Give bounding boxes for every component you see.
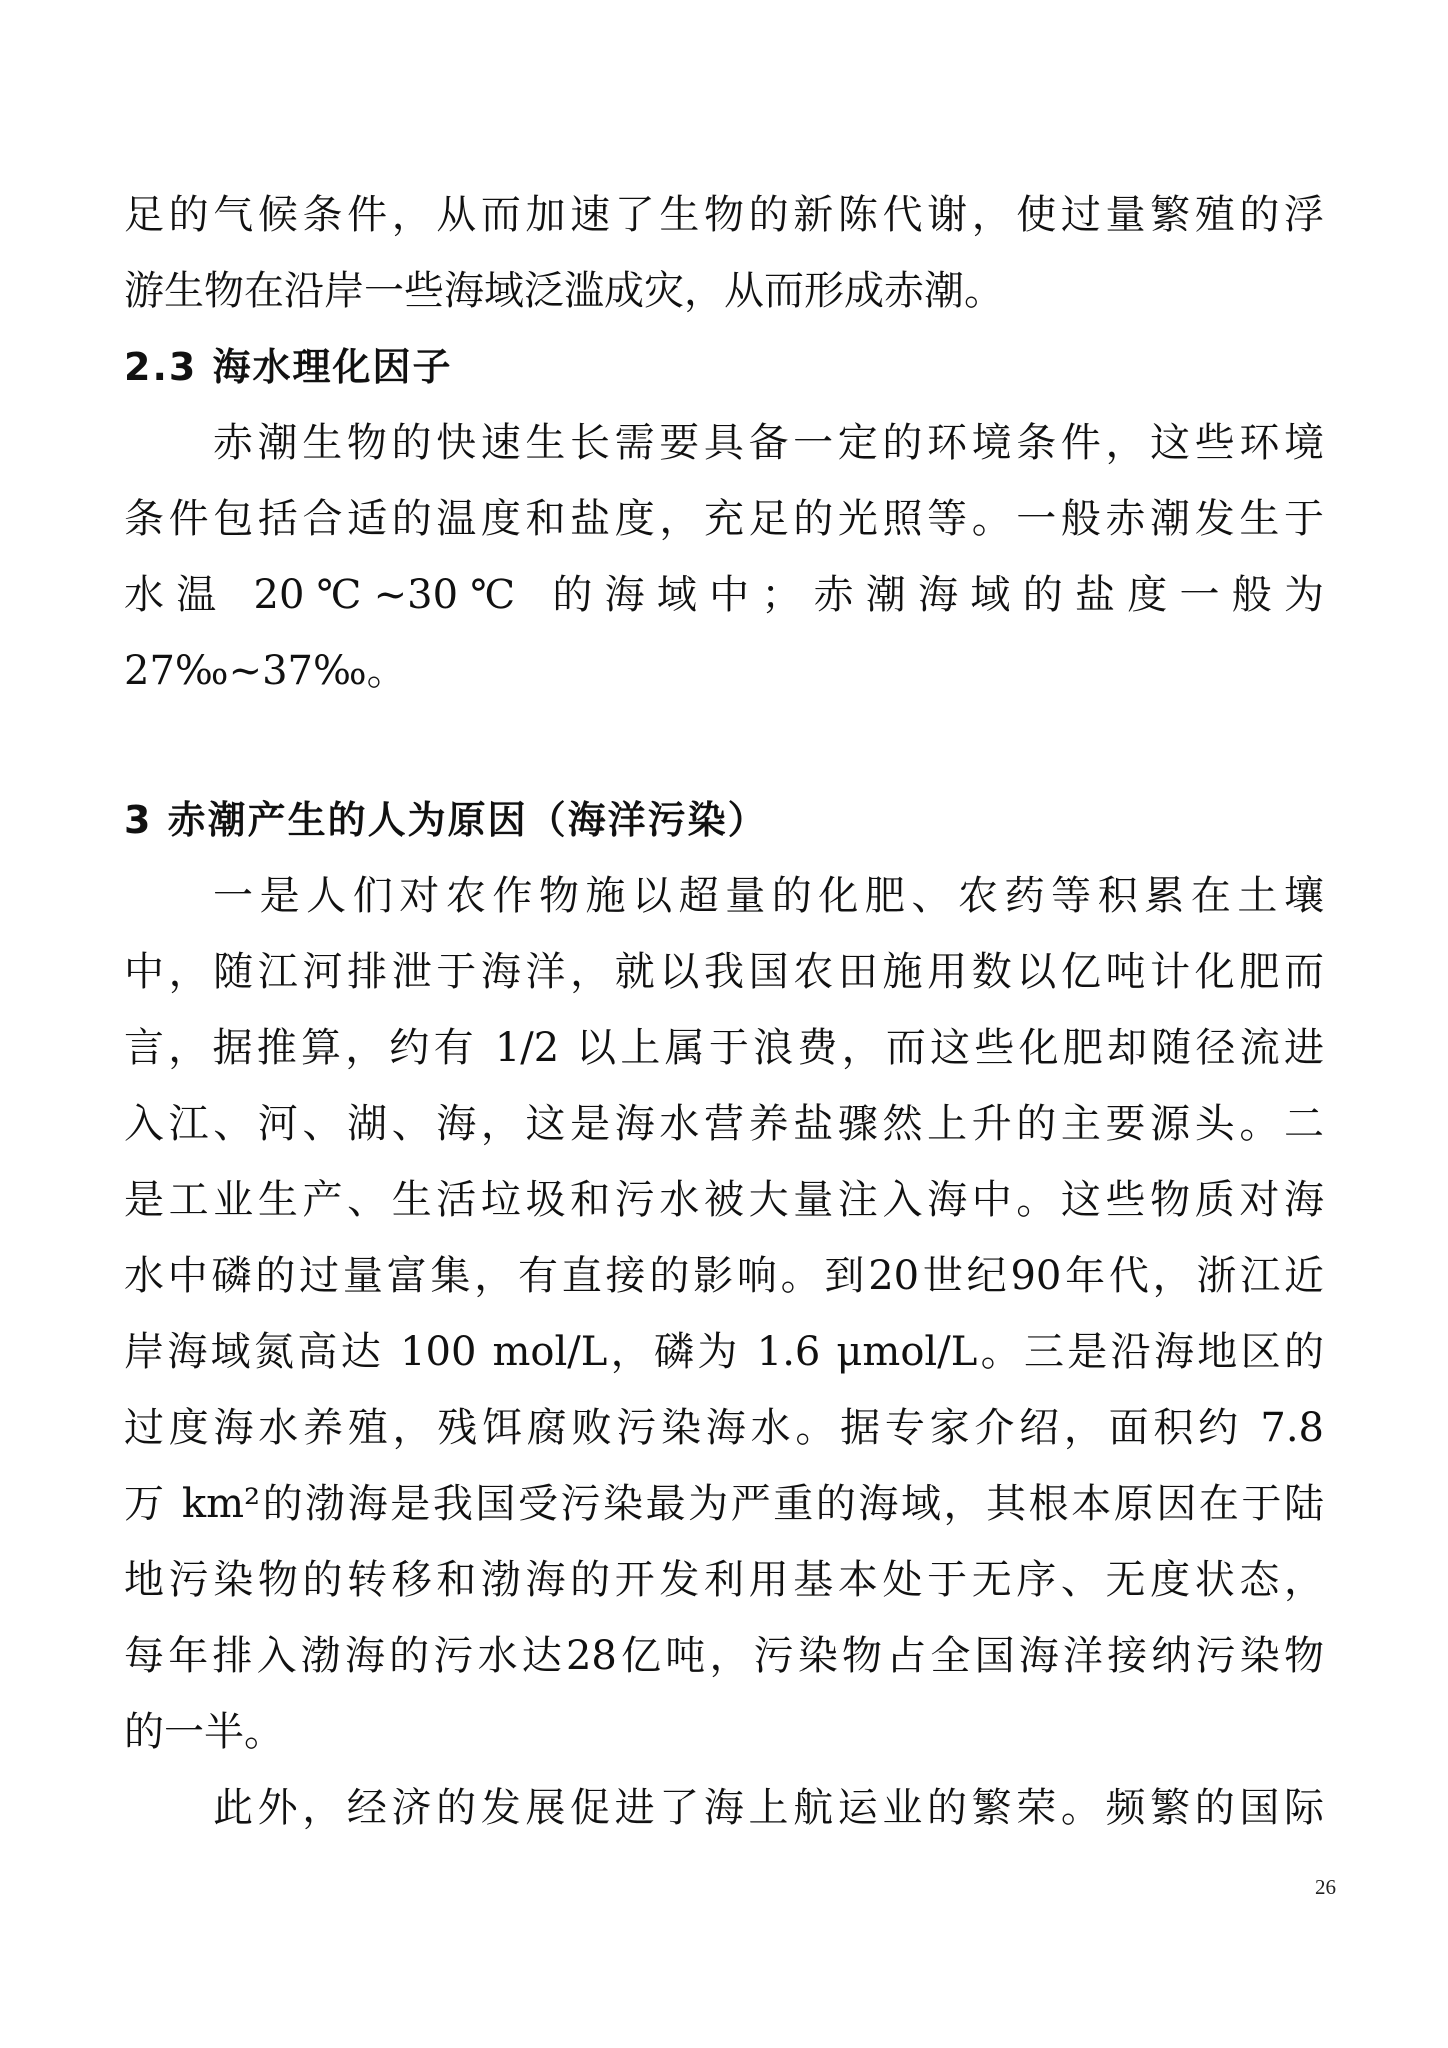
- text-line: 是工业生产、生活垃圾和污水被大量注入海中。这些物质对海: [124, 1177, 1324, 1223]
- document-page: [124, 177, 1324, 1846]
- text-line: 水中磷的过量富集，有直接的影响。到20世纪90年代，浙江近: [124, 1253, 1324, 1299]
- section-heading: 3 赤潮产生的人为原因（海洋污染）: [124, 798, 768, 842]
- text-line: 岸海域氮高达 100 mol/L，磷为 1.6 μmol/L。三是沿海地区的: [124, 1329, 1324, 1375]
- text-line: 赤潮生物的快速生长需要具备一定的环境条件，这些环境: [213, 420, 1324, 466]
- paragraph: [124, 1770, 1324, 1846]
- text-line: 游生物在沿岸一些海域泛滥成灾，从而形成赤潮。: [124, 268, 1004, 314]
- continuation-paragraph: [124, 177, 1324, 329]
- text-line: 的一半。: [124, 1709, 284, 1755]
- text-line: 27‰~37‰。: [124, 648, 407, 694]
- text-line: 足的气候条件，从而加速了生物的新陈代谢，使过量繁殖的浮: [124, 192, 1324, 238]
- paragraph: [124, 858, 1324, 1770]
- text-line: 水温 20℃~30℃ 的海域中；赤潮海域的盐度一般为: [124, 572, 1324, 618]
- text-line: 过度海水养殖，残饵腐败污染海水。据专家介绍，面积约 7.8: [124, 1405, 1324, 1451]
- text-line: 地污染物的转移和渤海的开发利用基本处于无序、无度状态，: [124, 1557, 1324, 1603]
- text-line: 一是人们对农作物施以超量的化肥、农药等积累在土壤: [213, 873, 1324, 919]
- section-2-3: [124, 329, 1324, 709]
- text-line: 入江、河、湖、海，这是海水营养盐骤然上升的主要源头。二: [124, 1101, 1324, 1147]
- page-number: 26: [1315, 1875, 1336, 1899]
- text-line: 条件包括合适的温度和盐度，充足的光照等。一般赤潮发生于: [124, 496, 1324, 542]
- paragraph: [124, 405, 1324, 709]
- text-line: 言，据推算，约有 1/2 以上属于浪费，而这些化肥却随径流进: [124, 1025, 1324, 1071]
- section-3: [124, 782, 1324, 1846]
- text-line: 此外，经济的发展促进了海上航运业的繁荣。频繁的国际: [213, 1785, 1324, 1831]
- text-line: 中，随江河排泄于海洋，就以我国农田施用数以亿吨计化肥而: [124, 949, 1324, 995]
- section-heading: 2.3 海水理化因子: [124, 345, 453, 389]
- text-line: 每年排入渤海的污水达28亿吨，污染物占全国海洋接纳污染物: [124, 1633, 1324, 1679]
- text-line: 万 km²的渤海是我国受污染最为严重的海域，其根本原因在于陆: [124, 1481, 1324, 1527]
